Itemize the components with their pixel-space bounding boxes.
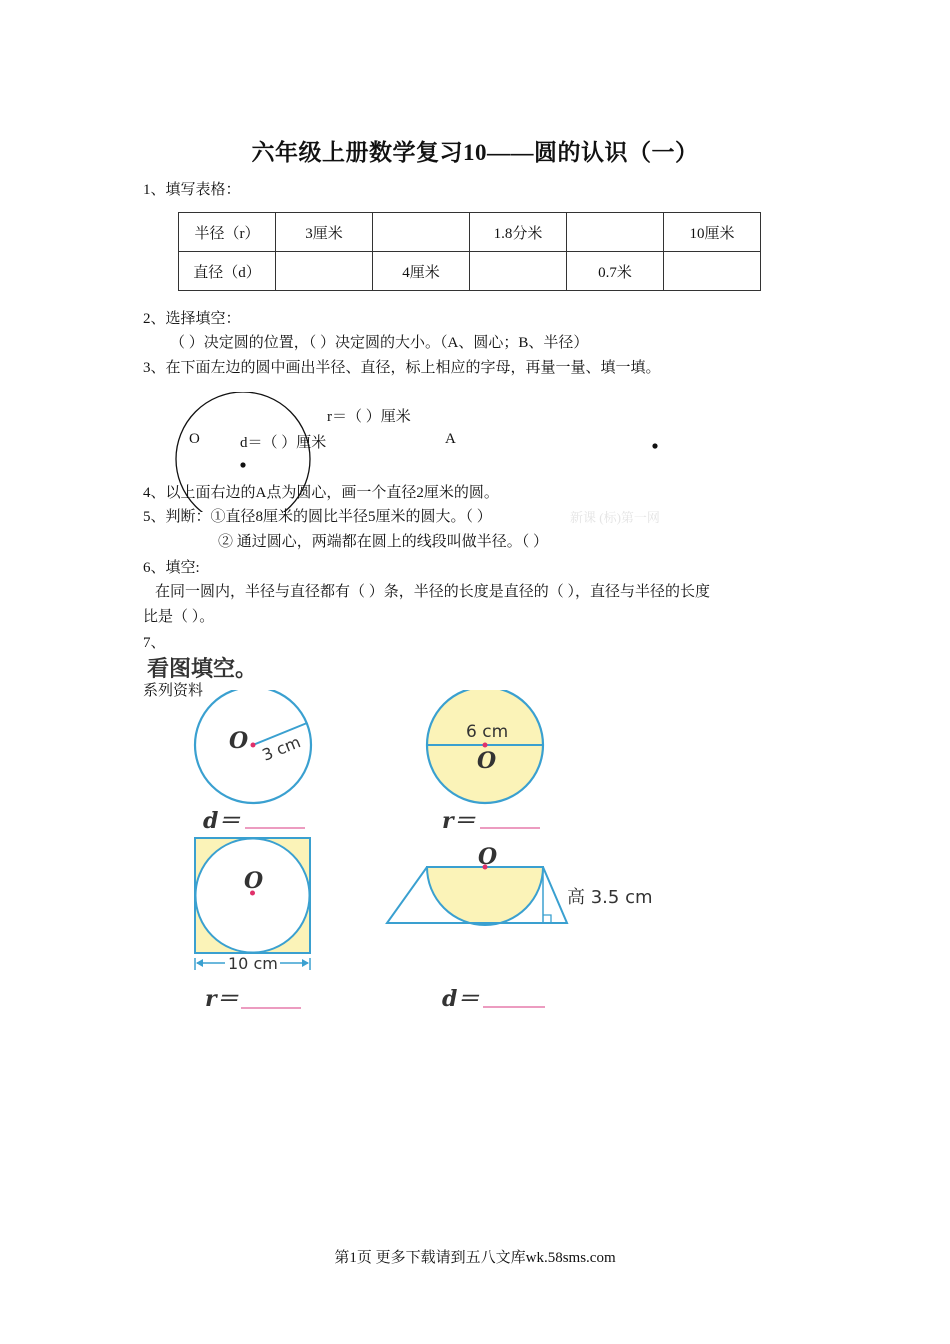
measure-label: 3 cm [259,732,304,765]
answer-label: d＝ [203,808,241,834]
answer-label: r＝ [205,986,239,1012]
answer-label: d＝ [442,986,480,1012]
row-label: 直径（d） [179,252,276,291]
center-label: O [229,728,249,754]
table-cell [470,252,567,291]
d-blank-text: d＝（ ）厘米 [240,435,327,451]
figure-radius-circle [185,690,325,840]
q6-line1: 在同一圆内，半径与直径都有（ ）条，半径的长度是直径的（ ），直径与半径的长度 [155,584,711,600]
series-label: 系列资料 [143,683,204,699]
height-label: 高 3.5 cm [567,887,653,908]
table-cell: 0.7米 [567,252,664,291]
q2-prompt: 2、选择填空： [143,311,241,327]
center-label: O [244,868,264,894]
table-cell [276,252,373,291]
center-label: O [477,748,497,774]
table-row [179,252,761,291]
q4-text: 4、以上面右边的A点为圆心，画一个直径2厘米的圆。 [143,485,499,501]
q7-prompt: 7、 [143,635,166,651]
page-footer: 第1页 更多下载请到五八文库wk.58sms.com [334,1250,616,1266]
radius-diameter-table [178,212,761,291]
measure-label: 10 cm [228,954,278,973]
q6-line2: 比是（ ）。 [143,609,215,625]
q3-prompt: 3、在下面左边的圆中画出半径、直径，标上相应的字母，再量一量、填一填。 [143,360,661,376]
table-cell [664,252,761,291]
figure-inscribed-circle [185,832,325,1018]
q5-line2: ② 通过圆心，两端都在圆上的线段叫做半径。（ ） [218,534,549,550]
figure-diameter-circle [420,690,560,840]
center-dot [240,462,245,467]
figure-header: 看图填空。 [147,657,258,682]
watermark-text: 新课 (标)第一网 [570,510,660,525]
table-cell: 10厘米 [664,213,761,252]
q5-line1: 5、判断：①直径8厘米的圆比半径5厘米的圆大。（ ） [143,509,492,525]
q6-prompt: 6、填空: [143,560,200,576]
o-label: O [189,431,200,447]
row-label: 半径（r） [179,213,276,252]
table-cell [373,213,470,252]
measure-label: 6 cm [466,722,509,742]
table-cell: 3厘米 [276,213,373,252]
center-label: O [478,845,498,870]
a-label: A [445,431,456,447]
page-title: 六年级上册数学复习10——圆的认识（一） [251,140,699,165]
table-cell [567,213,664,252]
answer-label: r＝ [442,808,476,834]
q2-text: （ ）决定圆的位置，（ ）决定圆的大小。（A、圆心；B、半径） [170,335,589,351]
figure-semicircle-trapezoid [385,845,675,1020]
q1-prompt: 1、填写表格： [143,182,241,198]
table-cell: 1.8分米 [470,213,567,252]
table-row [179,213,761,252]
r-blank-text: r＝（ ）厘米 [327,409,411,425]
table-cell: 4厘米 [373,252,470,291]
point-a-dot [650,441,660,451]
